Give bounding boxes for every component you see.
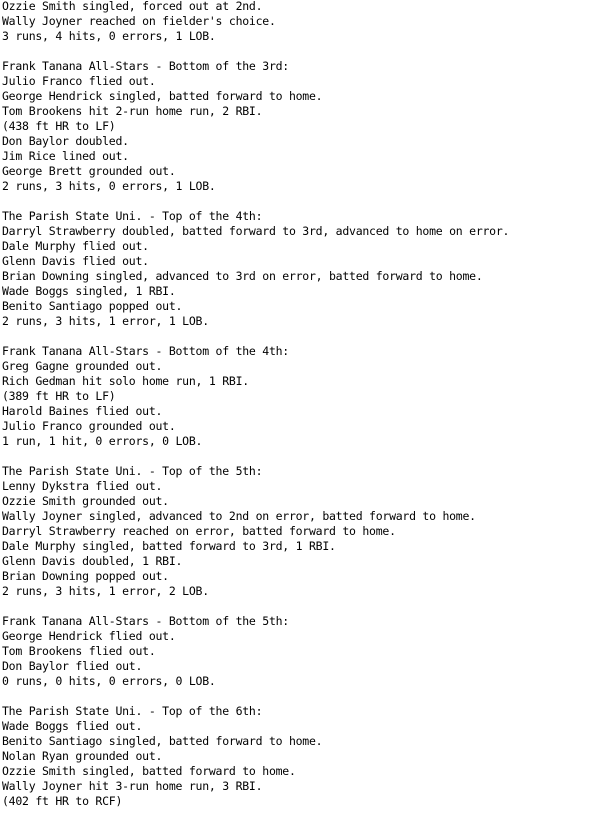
log-line: Lenny Dykstra flied out.	[2, 479, 163, 493]
log-line: 2 runs, 3 hits, 0 errors, 1 LOB.	[2, 179, 216, 193]
log-line: Ozzie Smith singled, batted forward to home.	[2, 764, 296, 778]
log-line: Nolan Ryan grounded out.	[2, 749, 163, 763]
log-line: Jim Rice lined out.	[2, 149, 129, 163]
blank-line	[2, 689, 611, 704]
log-line: 2 runs, 3 hits, 1 error, 2 LOB.	[2, 584, 209, 598]
log-line: Don Baylor doubled.	[2, 134, 129, 148]
log-line: Rich Gedman hit solo home run, 1 RBI.	[2, 374, 249, 388]
log-line: Glenn Davis flied out.	[2, 254, 149, 268]
log-line: Glenn Davis doubled, 1 RBI.	[2, 554, 183, 568]
log-line: Darryl Strawberry doubled, batted forward to 3rd, advanced to home on error.	[2, 224, 510, 238]
log-line: Brian Downing singled, advanced to 3rd on error, batted forward to home.	[2, 269, 483, 283]
blank-line	[2, 194, 611, 209]
log-line: Dale Murphy singled, batted forward to 3rd, 1 RBI.	[2, 539, 336, 553]
log-line: The Parish State Uni. - Top of the 5th:	[2, 464, 263, 478]
log-line: Julio Franco flied out.	[2, 74, 156, 88]
log-line: Don Baylor flied out.	[2, 659, 143, 673]
log-line: Frank Tanana All-Stars - Bottom of the 4th:	[2, 344, 289, 358]
log-line: Benito Santiago singled, batted forward to home.	[2, 734, 323, 748]
log-line: Julio Franco grounded out.	[2, 419, 176, 433]
log-line: Tom Brookens flied out.	[2, 644, 156, 658]
log-line: Tom Brookens hit 2-run home run, 2 RBI.	[2, 104, 263, 118]
blank-line	[2, 44, 611, 59]
log-line: (402 ft HR to RCF)	[2, 794, 123, 808]
log-line: 2 runs, 3 hits, 1 error, 1 LOB.	[2, 314, 209, 328]
log-line: George Brett grounded out.	[2, 164, 176, 178]
blank-line	[2, 329, 611, 344]
log-line: Benito Santiago popped out.	[2, 299, 183, 313]
play-by-play-log	[2, 0, 611, 809]
log-line: (438 ft HR to LF)	[2, 119, 116, 133]
blank-line	[2, 449, 611, 464]
log-line: 0 runs, 0 hits, 0 errors, 0 LOB.	[2, 674, 216, 688]
log-line: Wally Joyner reached on fielder's choice.	[2, 14, 276, 28]
log-line: Wally Joyner singled, advanced to 2nd on error, batted forward to home.	[2, 509, 476, 523]
log-line: Wally Joyner hit 3-run home run, 3 RBI.	[2, 779, 263, 793]
log-line: The Parish State Uni. - Top of the 6th:	[2, 704, 263, 718]
log-line: George Hendrick flied out.	[2, 629, 176, 643]
log-line: Frank Tanana All-Stars - Bottom of the 5th:	[2, 614, 289, 628]
log-line: Dale Murphy flied out.	[2, 239, 149, 253]
log-line: Ozzie Smith grounded out.	[2, 494, 169, 508]
log-line: Ozzie Smith singled, forced out at 2nd.	[2, 0, 263, 13]
log-line: George Hendrick singled, batted forward to home.	[2, 89, 323, 103]
log-line: Frank Tanana All-Stars - Bottom of the 3rd:	[2, 59, 289, 73]
log-line: 3 runs, 4 hits, 0 errors, 1 LOB.	[2, 29, 216, 43]
log-line: 1 run, 1 hit, 0 errors, 0 LOB.	[2, 434, 203, 448]
log-line: The Parish State Uni. - Top of the 4th:	[2, 209, 263, 223]
blank-line	[2, 599, 611, 614]
log-line: Harold Baines flied out.	[2, 404, 163, 418]
log-line: Brian Downing popped out.	[2, 569, 169, 583]
log-line: Wade Boggs flied out.	[2, 719, 143, 733]
log-line: (389 ft HR to LF)	[2, 389, 116, 403]
log-line: Greg Gagne grounded out.	[2, 359, 163, 373]
log-line: Darryl Strawberry reached on error, batted forward to home.	[2, 524, 396, 538]
log-line: Wade Boggs singled, 1 RBI.	[2, 284, 176, 298]
